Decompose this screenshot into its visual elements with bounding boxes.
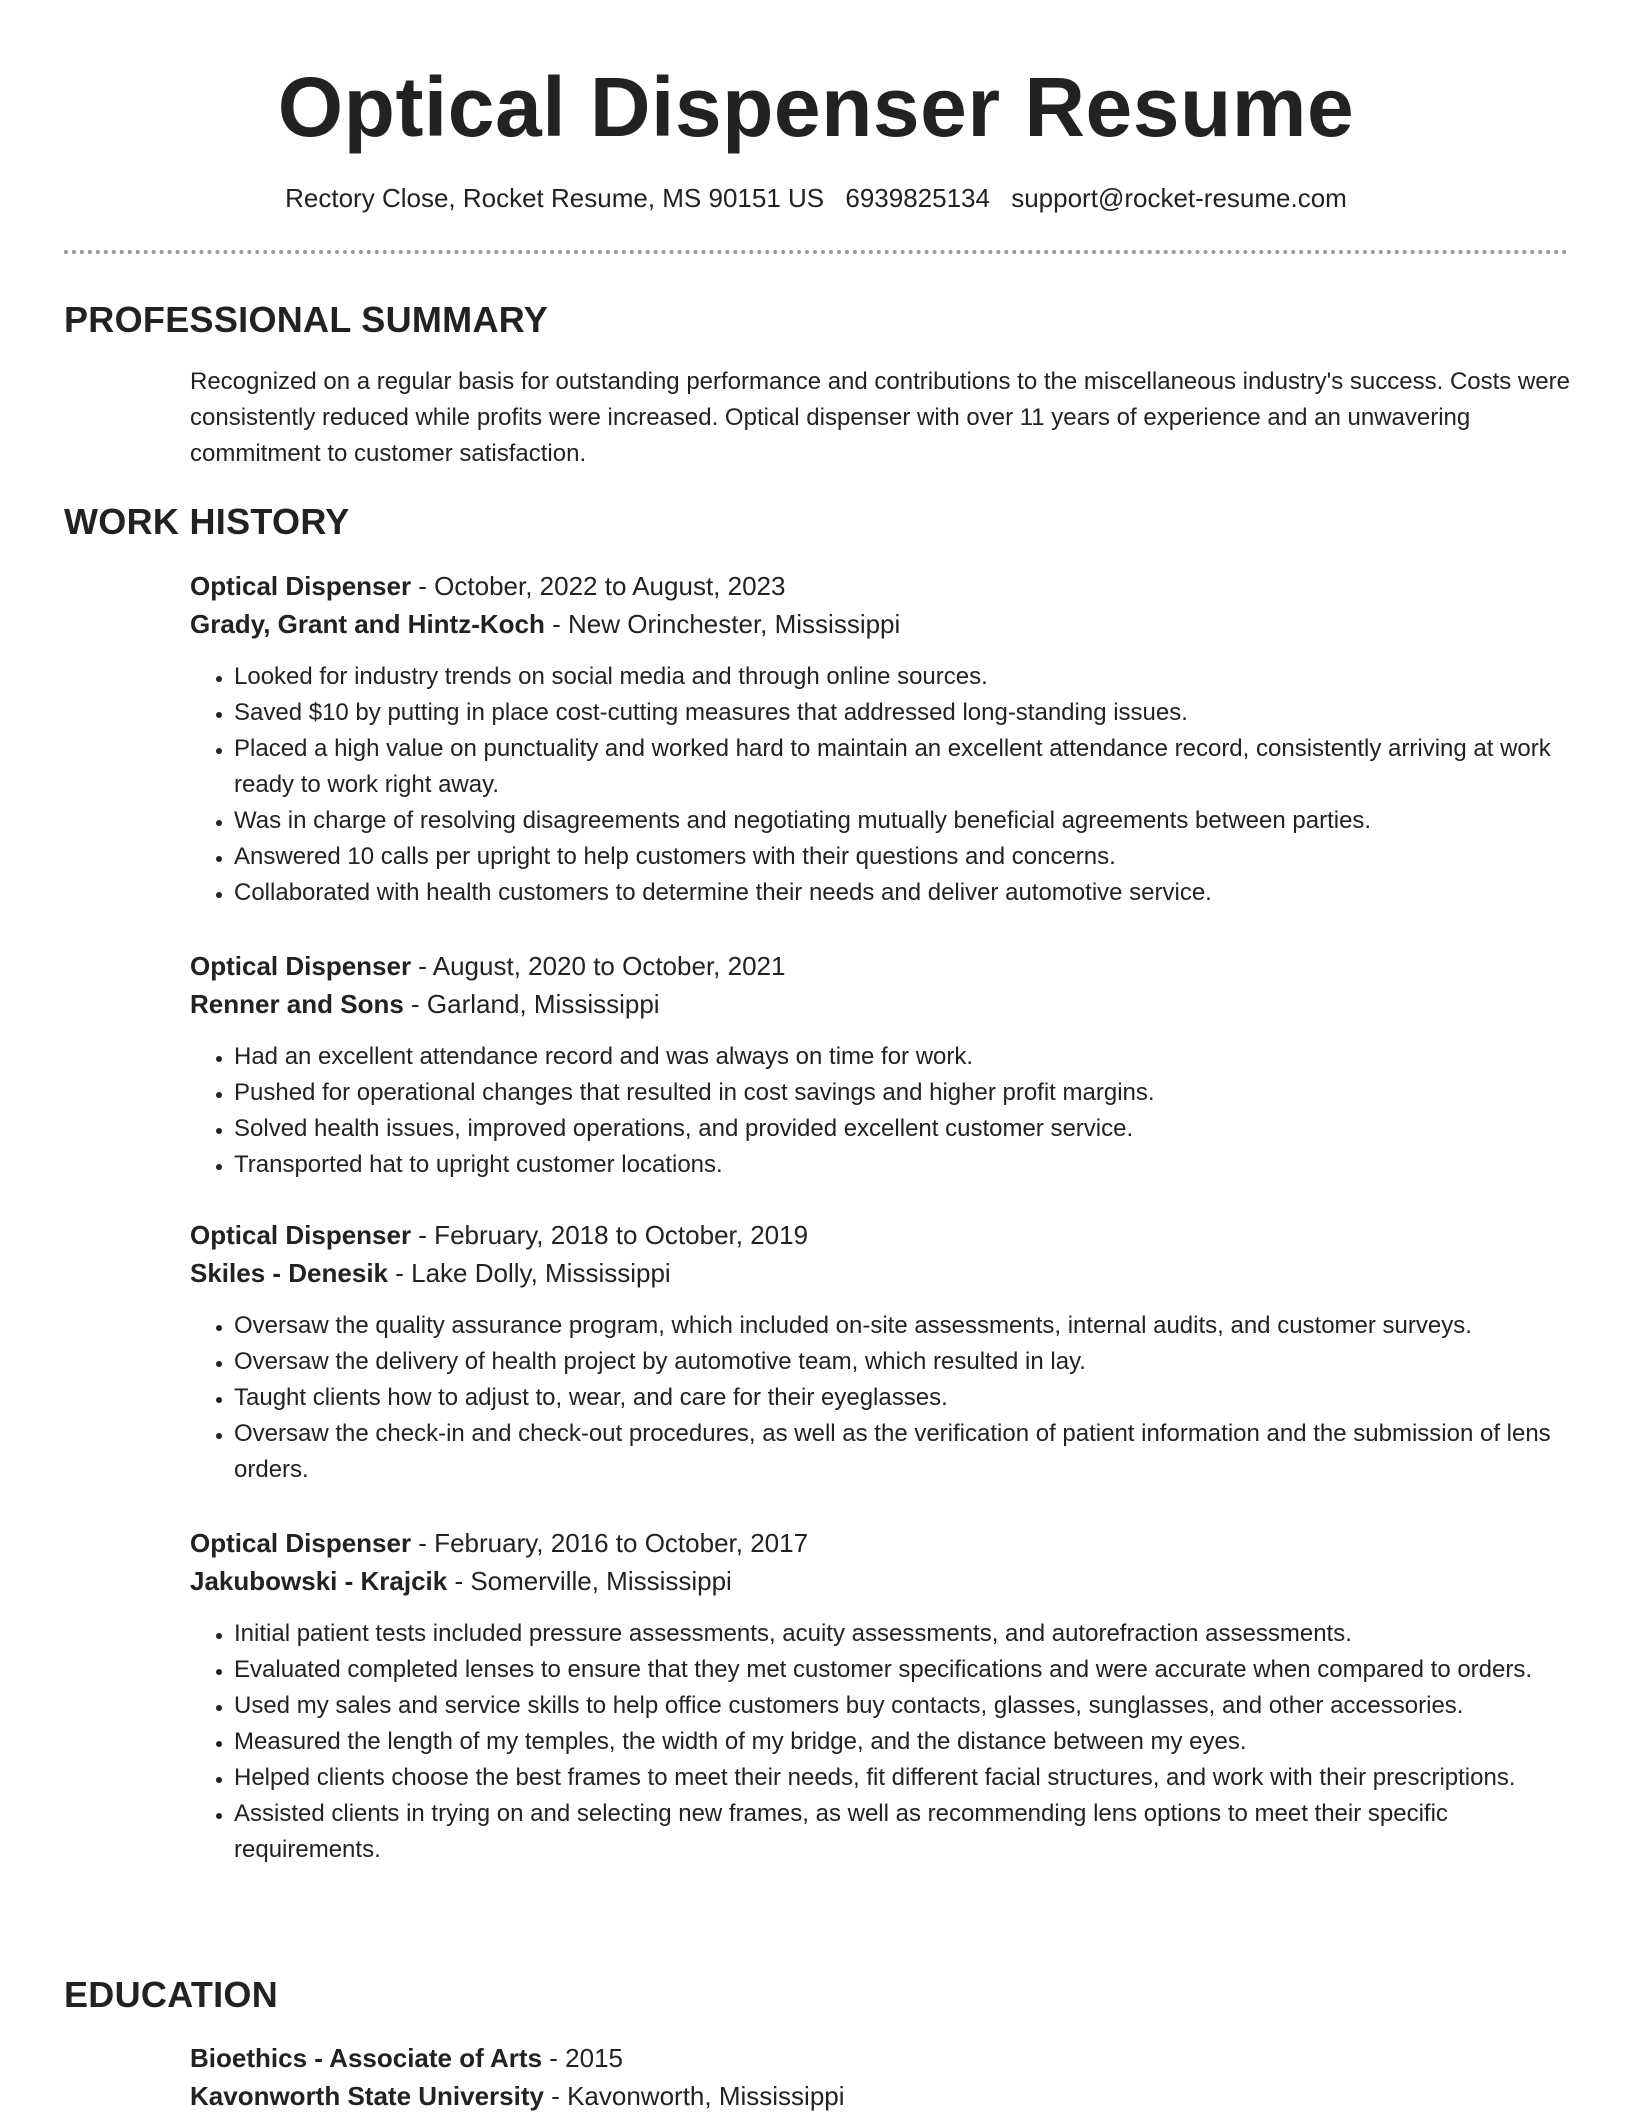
- job-location: - Lake Dolly, Mississippi: [388, 1258, 671, 1288]
- education-degree-line: [190, 2039, 1574, 2077]
- job-bullet: • Collaborated with health customers to determine their needs and deliver automotive service.: [234, 875, 1574, 911]
- job-bullet: • Taught clients how to adjust to, wear, and care for their eyeglasses.: [234, 1380, 1574, 1416]
- job-bullet: • Used my sales and service skills to help office customers buy contacts, glasses, sunglasses, and other accessories.: [234, 1688, 1574, 1724]
- job-bullet: • Assisted clients in trying on and selecting new frames, as well as recommending lens options to meet their specific requirements.: [234, 1796, 1574, 1868]
- job-bullet: • Saved $10 by putting in place cost-cutting measures that addressed long-standing issues.: [234, 695, 1574, 731]
- job-bullet: • Helped clients choose the best frames to meet their needs, fit different facial structures, and work with their prescriptions.: [234, 1760, 1574, 1796]
- job-bullet: • Initial patient tests included pressure assessments, acuity assessments, and autorefraction assessments.: [234, 1616, 1574, 1652]
- job-location: - Somerville, Mississippi: [447, 1566, 732, 1596]
- header-divider: [64, 250, 1568, 254]
- job-dates: - October, 2022 to August, 2023: [411, 571, 786, 601]
- job-company: Grady, Grant and Hintz-Koch: [190, 609, 545, 639]
- job-bullet: • Transported hat to upright customer locations.: [234, 1147, 1574, 1183]
- resume-title: Optical Dispenser Resume: [277, 60, 1355, 154]
- job-entry: [190, 1216, 1574, 1488]
- education-school: Kavonworth State University: [190, 2081, 544, 2111]
- job-bullet: • Oversaw the quality assurance program, which included on-site assessments, internal audits, and customer surveys.: [234, 1308, 1574, 1344]
- job-bullets: [190, 1039, 1574, 1183]
- job-bullet: • Was in charge of resolving disagreements and negotiating mutually beneficial agreements between parties.: [234, 803, 1574, 839]
- job-company: Jakubowski - Krajcik: [190, 1566, 448, 1596]
- job-location: - New Orinchester, Mississippi: [544, 609, 901, 639]
- job-company: Skiles - Denesik: [190, 1258, 388, 1288]
- job-company-line: [190, 605, 1574, 643]
- job-bullet: • Evaluated completed lenses to ensure that they met customer specifications and were accurate when compared to orders.: [234, 1652, 1574, 1688]
- job-company-line: [190, 1254, 1574, 1292]
- job-dates: - August, 2020 to October, 2021: [411, 951, 786, 981]
- job-dates: - February, 2016 to October, 2017: [411, 1528, 809, 1558]
- job-bullet: • Looked for industry trends on social media and through online sources.: [234, 659, 1574, 695]
- job-bullet: • Measured the length of my temples, the width of my bridge, and the distance between my eyes.: [234, 1724, 1574, 1760]
- education-year: - 2015: [542, 2043, 623, 2073]
- job-entry: [190, 567, 1574, 911]
- job-company-line: [190, 1562, 1574, 1600]
- job-title: Optical Dispenser: [190, 571, 412, 601]
- summary-text: Recognized on a regular basis for outstanding performance and contributions to the miscellaneous industry's success. Costs were consistently reduced while profits were increased. Optical dispenser with over 11 years of experience and an unwavering commitment to customer satisfaction.: [190, 368, 1570, 467]
- education-degree: Bioethics - Associate of Arts: [190, 2043, 543, 2073]
- contact-address: Rectory Close, Rocket Resume, MS 90151 US: [285, 183, 825, 213]
- summary-heading: PROFESSIONAL SUMMARY: [64, 299, 549, 340]
- job-bullets: [190, 1308, 1574, 1488]
- job-company-line: [190, 985, 1574, 1023]
- education-location: - Kavonworth, Mississippi: [543, 2081, 845, 2111]
- job-entry: [190, 1524, 1574, 1868]
- job-title-line: [190, 1524, 1574, 1562]
- job-title-line: [190, 1216, 1574, 1254]
- education-entry: [190, 2039, 1574, 2115]
- contact-line: [0, 180, 1632, 216]
- job-dates: - February, 2018 to October, 2019: [411, 1220, 809, 1250]
- contact-phone: 6939825134: [845, 183, 990, 213]
- job-title-line: [190, 567, 1574, 605]
- job-entry: [190, 947, 1574, 1183]
- job-bullet: • Placed a high value on punctuality and worked hard to maintain an excellent attendance record, consistently arriving at work ready to work right away.: [234, 731, 1574, 803]
- job-bullet: • Solved health issues, improved operations, and provided excellent customer service.: [234, 1111, 1574, 1147]
- job-title: Optical Dispenser: [190, 951, 412, 981]
- job-bullet: • Answered 10 calls per upright to help customers with their questions and concerns.: [234, 839, 1574, 875]
- job-bullet: • Oversaw the check-in and check-out procedures, as well as the verification of patient information and the submission of lens orders.: [234, 1416, 1574, 1488]
- work-history-heading: WORK HISTORY: [64, 501, 350, 542]
- job-location: - Garland, Mississippi: [403, 989, 660, 1019]
- job-bullets: [190, 659, 1574, 911]
- job-bullets: [190, 1616, 1574, 1868]
- contact-email[interactable]: support@rocket-resume.com: [1011, 183, 1347, 213]
- job-title: Optical Dispenser: [190, 1220, 412, 1250]
- job-title: Optical Dispenser: [190, 1528, 412, 1558]
- job-bullet: • Oversaw the delivery of health project by automotive team, which resulted in lay.: [234, 1344, 1574, 1380]
- job-company: Renner and Sons: [190, 989, 404, 1019]
- job-title-line: [190, 947, 1574, 985]
- education-school-line: [190, 2077, 1574, 2115]
- job-bullet: • Pushed for operational changes that resulted in cost savings and higher profit margins.: [234, 1075, 1574, 1111]
- education-heading: EDUCATION: [64, 1974, 279, 2015]
- job-bullet: • Had an excellent attendance record and was always on time for work.: [234, 1039, 1574, 1075]
